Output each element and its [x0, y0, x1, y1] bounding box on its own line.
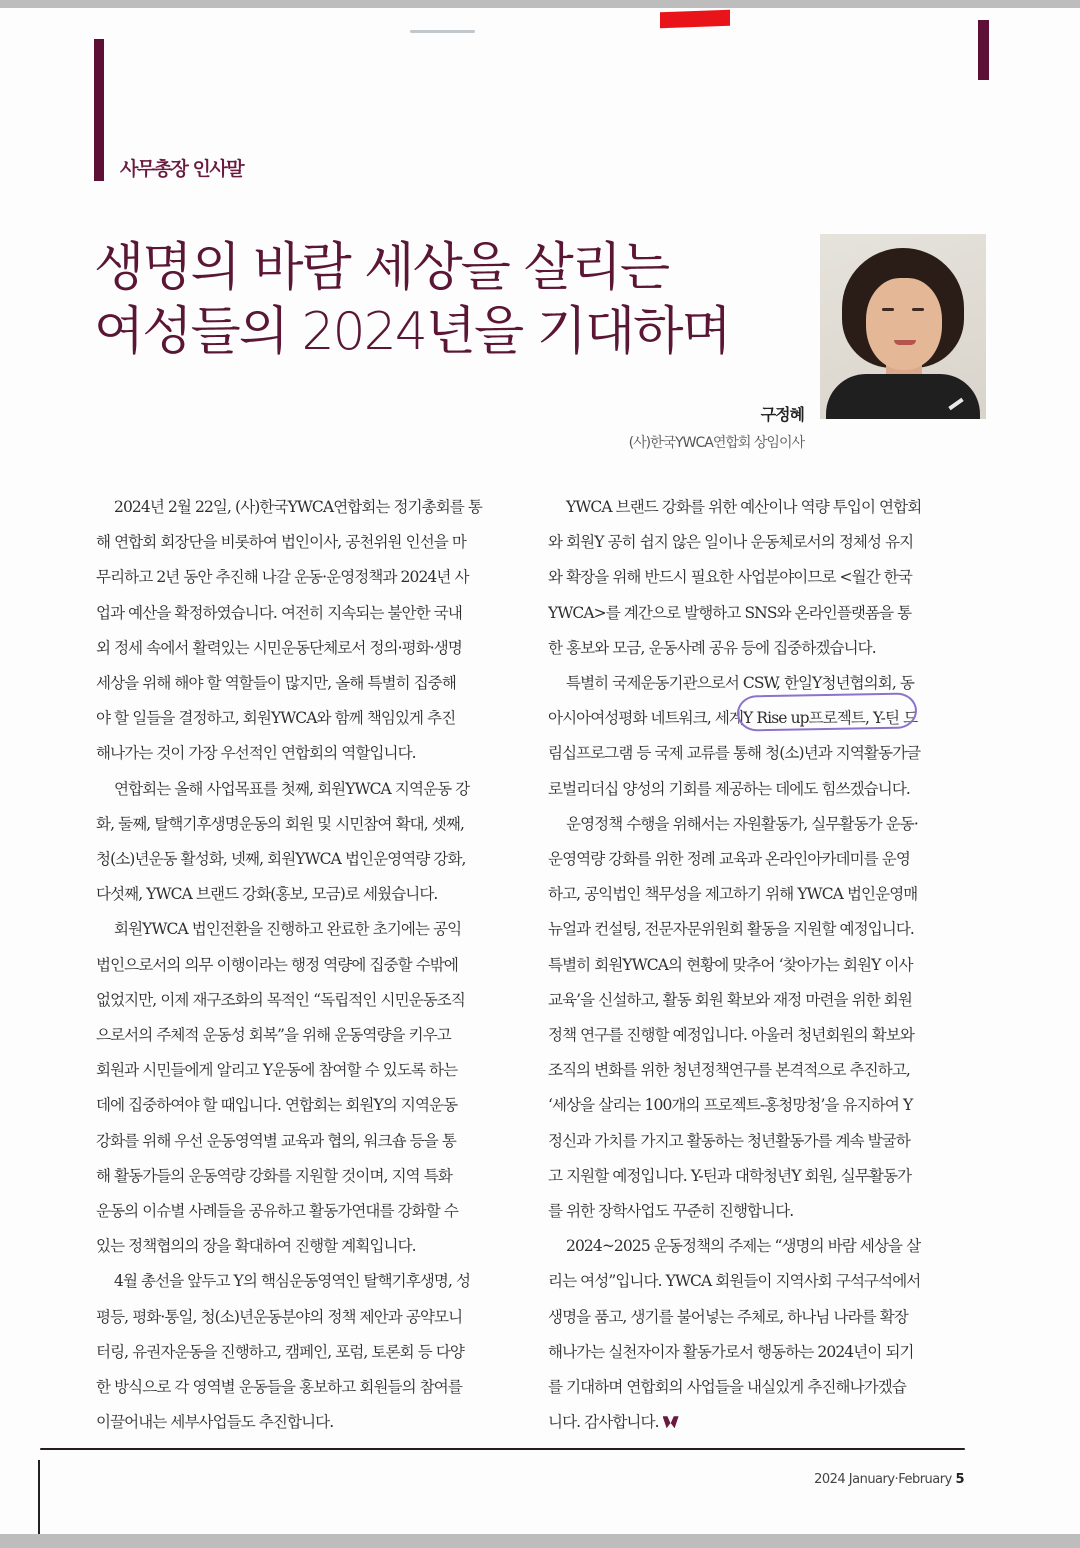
scan-smudge [410, 30, 475, 33]
author-role: (사)한국YWCA연합회 상임이사 [628, 435, 804, 451]
text-line: 회원YWCA 법인전환을 진행하고 완료한 초기에는 공익 [114, 920, 462, 939]
text-line: 연합회는 올해 사업목표를 첫째, 회원YWCA 지역운동 강 [114, 779, 470, 798]
portrait-face [866, 278, 942, 370]
text-line: 해 활동가들의 운동역량 강화를 지원할 것이며, 지역 특화 [96, 1166, 452, 1185]
text-line: 운영역량 강화를 위한 정례 교육과 온라인아카데미를 운영 [548, 850, 910, 869]
text-line: ‘세상을 살리는 100개의 프로젝트-홍청망청’을 유지하여 Y [548, 1096, 913, 1115]
text-line: 으로서의 주체적 운동성 회복”을 위해 운동역량을 키우고 [96, 1026, 451, 1045]
paragraph [548, 666, 980, 807]
text-line: 4월 총선을 앞두고 Y의 핵심운동영역인 탈핵기후생명, 성 [114, 1272, 471, 1291]
issue-label: 2024 January·February [814, 1472, 952, 1487]
page-edge [38, 1460, 40, 1542]
article-title [94, 236, 794, 364]
text-line: 법인으로서의 의무 이행이라는 행정 역량에 집중할 수밖에 [96, 955, 458, 974]
text-line: 니다. 감사합니다. [548, 1405, 980, 1440]
text-line: 야 할 일들을 결정하고, 회원YWCA와 함께 책임있게 추진 [96, 709, 456, 728]
text-line: 정신과 가치를 가지고 활동하는 청년활동가를 계속 발굴하 [548, 1131, 910, 1150]
text-line: 림십프로그램 등 국제 교류를 통해 청(소)년과 지역활동가글 [548, 744, 921, 763]
text-line: 회원과 시민들에게 알리고 Y운동에 참여할 수 있도록 하는 [96, 1061, 458, 1080]
text-line: 데에 집중하여야 할 때입니다. 연합회는 회원Y의 지역운동 [96, 1096, 458, 1115]
text-line: 없었지만, 이제 재구조화의 목적인 “독립적인 시민운동조직 [96, 990, 465, 1009]
portrait-eye [912, 308, 924, 311]
text-line: 평등, 평화·통일, 청(소)년운동분야의 정책 제안과 공약모니 [96, 1307, 463, 1326]
section-label: 사무총장 인사말 [120, 158, 244, 180]
title-line-2: 여성들의 2024년을 기대하며 [94, 302, 730, 362]
text-line: 청(소)년운동 활성화, 넷째, 회원YWCA 법인운영역량 강화, [96, 850, 466, 869]
text-line: 정책 연구를 진행할 예정입니다. 아울러 청년회원의 확보와 [548, 1026, 914, 1045]
text-line: 외 정세 속에서 활력있는 시민운동단체로서 정의·평화·생명 [96, 638, 462, 657]
portrait-jacket [826, 374, 980, 419]
paragraph [96, 490, 522, 772]
ywca-logo-icon [663, 1416, 679, 1428]
text-line: 한 방식으로 각 영역별 운동들을 홍보하고 회원들의 참여를 [96, 1378, 462, 1397]
text-line: 터링, 유권자운동을 진행하고, 캠페인, 포럼, 토론회 등 다양 [96, 1342, 464, 1361]
body-column-left [96, 490, 522, 1440]
accent-bar-left [94, 39, 104, 181]
paragraph [96, 912, 522, 1264]
paragraph [96, 772, 522, 913]
text-line: 고 지원할 예정입니다. Y-틴과 대학청년Y 회원, 실무활동가 [548, 1166, 912, 1185]
text-line: YWCA>를 계간으로 발행하고 SNS와 온라인플랫폼을 통 [548, 603, 912, 622]
text-line: 교육’을 신설하고, 활동 회원 확보와 재정 마련을 위한 회원 [548, 990, 912, 1009]
portrait-eye [882, 308, 894, 311]
scan-border-top [0, 0, 1080, 8]
text-line: 를 위한 장학사업도 꾸준히 진행합니다. [548, 1202, 794, 1221]
body-column-right [548, 490, 980, 1440]
paragraph [548, 807, 980, 1229]
magazine-page [0, 8, 1080, 1534]
text-line: 화, 둘째, 탈핵기후생명운동의 회원 및 시민참여 확대, 셋째, [96, 814, 464, 833]
paragraph [548, 1229, 980, 1440]
text-line: 운동의 이슈별 사례들을 공유하고 활동가연대를 강화할 수 [96, 1202, 458, 1221]
text-line: 무리하고 2년 동안 추진해 나갈 운동·운영정책과 2024년 사 [96, 568, 469, 587]
text-line: 다섯째, YWCA 브랜드 강화(홍보, 모금)로 세웠습니다. [96, 885, 438, 904]
text-line: 한 홍보와 모금, 운동사례 공유 등에 집중하겠습니다. [548, 638, 876, 657]
text-line: 강화를 위해 우선 운동영역별 교육과 협의, 워크숍 등을 통 [96, 1131, 456, 1150]
text-line: YWCA 브랜드 강화를 위한 예산이나 역량 투입이 연합회 [566, 498, 922, 516]
text-line: 와 확장을 위해 반드시 필요한 사업분야이므로 <월간 한국 [548, 568, 912, 587]
author-portrait [820, 234, 986, 419]
footer-rule [40, 1448, 965, 1450]
text-line: 아시아여성평화 네트워크, 세계Y Rise up프로젝트, Y-틴 드 [548, 709, 918, 728]
text-line: 해나가는 실천자이자 활동가로서 행동하는 2024년이 되기 [548, 1342, 914, 1361]
text-line: 해 연합회 회장단을 비롯하여 법인이사, 공천위원 인선을 마 [96, 533, 466, 552]
page-number: 5 [955, 1472, 964, 1487]
paragraph [548, 490, 980, 666]
text-line: 있는 정책협의의 장을 확대하여 진행할 계획입니다. [96, 1237, 416, 1256]
text-line: 세상을 위해 해야 할 역할들이 많지만, 올해 특별히 집중해 [96, 674, 456, 693]
text-line: 를 기대하며 연합회의 사업들을 내실있게 추진해나가겠습 [548, 1378, 906, 1397]
text-line: 특별히 국제운동기관으로서 CSW, 한일Y청년협의회, 동 [566, 674, 914, 693]
text-line: 업과 예산을 확정하였습니다. 여전히 지속되는 불안한 국내 [96, 603, 462, 622]
text-line: 하고, 공익법인 책무성을 제고하기 위해 YWCA 법인운영매 [548, 885, 918, 904]
text-line: 로벌리더십 양성의 기회를 제공하는 데에도 힘쓰겠습니다. [548, 779, 910, 798]
text-line: 2024~2025 운동정책의 주제는 “생명의 바람 세상을 살 [566, 1237, 921, 1256]
scan-border-bottom [0, 1534, 1080, 1548]
text-line: 생명을 품고, 생기를 불어넣는 주체로, 하나님 나라를 확장 [548, 1307, 908, 1326]
portrait-mouth [894, 340, 916, 345]
accent-bar-right [978, 20, 989, 80]
text-line: 뉴얼과 컨설팅, 전문자문위원회 활동을 지원할 예정입니다. [548, 920, 914, 939]
page-footer [814, 1472, 964, 1487]
text-line: 와 회원Y 공히 쉽지 않은 일이나 운동체로서의 정체성 유지 [548, 533, 914, 552]
author-name: 구정혜 [760, 405, 804, 424]
text-line: 이끌어내는 세부사업들도 추진합니다. [96, 1413, 334, 1432]
title-line-1: 생명의 바람 세상을 살리는 [94, 238, 669, 298]
paragraph [96, 1264, 522, 1440]
text-line: 조직의 변화를 위한 청년정책연구를 본격적으로 추진하고, [548, 1061, 910, 1080]
text-line: 2024년 2월 22일, (사)한국YWCA연합회는 정기총회를 통 [114, 498, 482, 516]
text-line: 리는 여성”입니다. YWCA 회원들이 지역사회 구석구석에서 [548, 1272, 921, 1291]
text-line: 특별히 회원YWCA의 현황에 맞추어 ‘찾아가는 회원Y 이사 [548, 955, 913, 974]
handwritten-circle-annotation [737, 692, 918, 731]
page-tab-marker [660, 10, 730, 28]
text-line: 해나가는 것이 가장 우선적인 연합회의 역할입니다. [96, 744, 416, 763]
text-line: 운영정책 수행을 위해서는 자원활동가, 실무활동가 운동· [566, 814, 918, 833]
